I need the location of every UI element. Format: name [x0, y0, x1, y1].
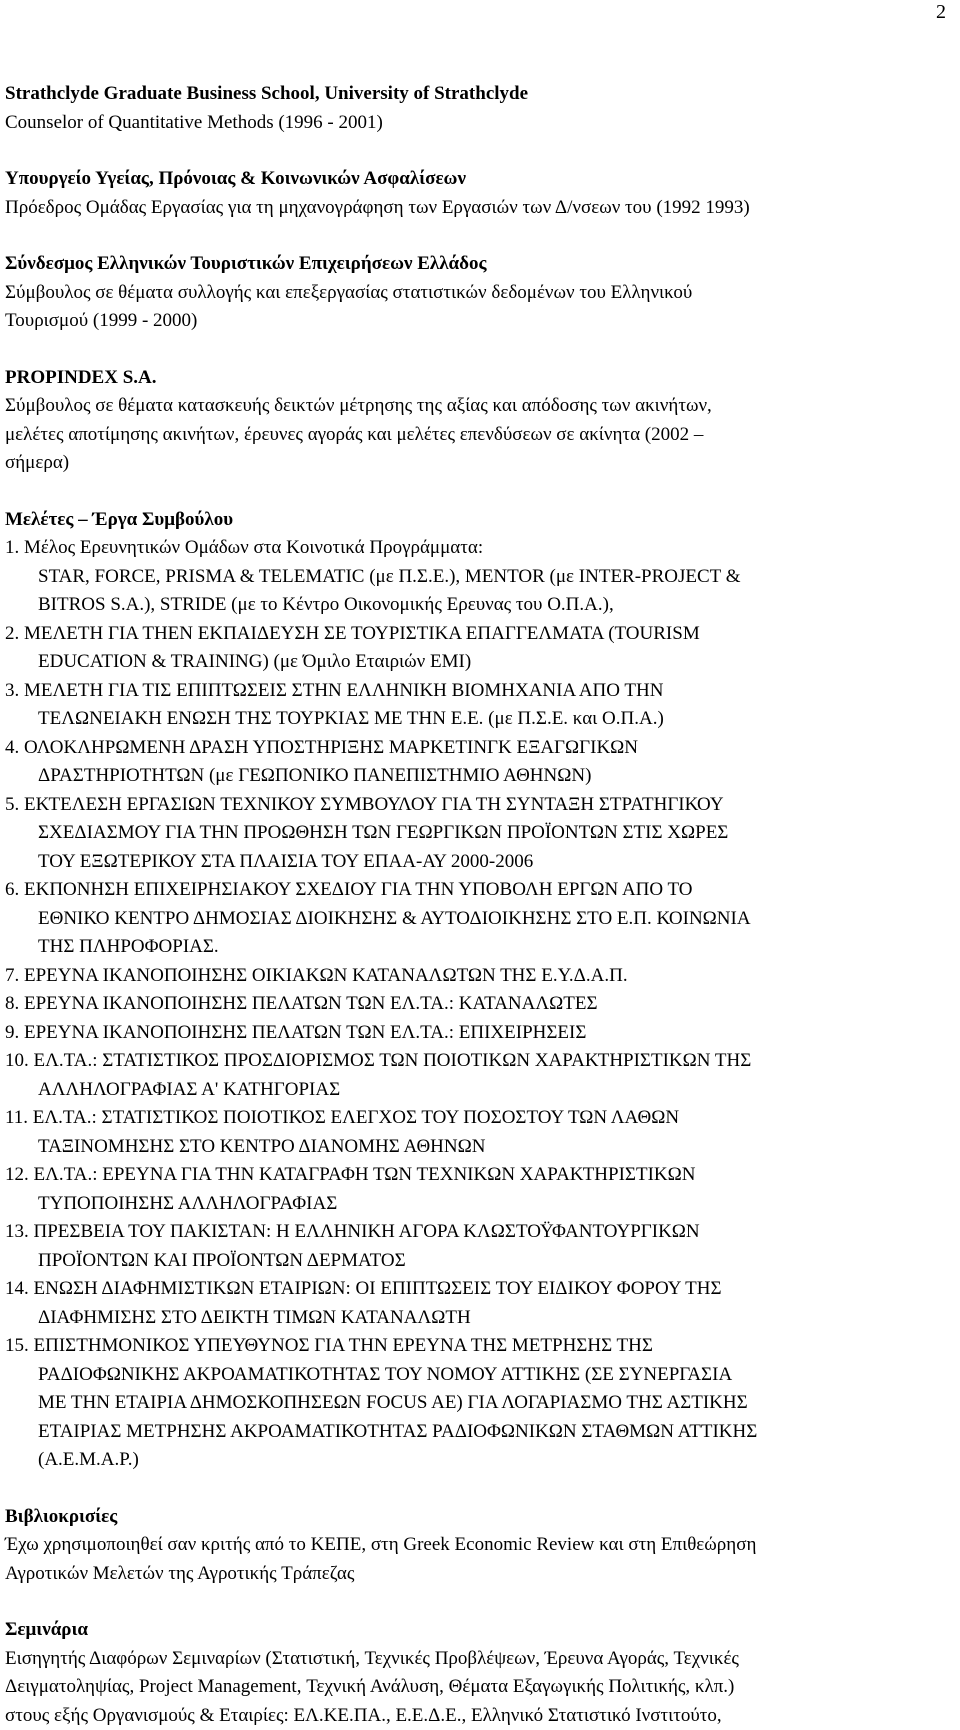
- text-line: Αγροτικών Μελετών της Αγροτικής Τράπεζας: [5, 1560, 935, 1589]
- study-item-continuation: ΤΗΣ ΠΛΗΡΟΦΟΡΙΑΣ.: [5, 933, 935, 962]
- study-item-continuation: ΔΡΑΣΤΗΡΙΟΤΗΤΩΝ (με ΓΕΩΠΟΝΙΚΟ ΠΑΝΕΠΙΣΤΗΜΙΟ ΑΘΗΝΩΝ): [5, 762, 935, 791]
- study-item-title: 5. ΕΚΤΕΛΕΣΗ ΕΡΓΑΣΙΩΝ ΤΕΧΝΙΚΟΥ ΣΥΜΒΟΥΛΟΥ ΓΙΑ ΤΗ ΣΥΝΤΑΞΗ ΣΤΡΑΤΗΓΙΚΟΥ: [5, 791, 935, 820]
- study-item: [5, 990, 935, 1019]
- study-item: [5, 1275, 935, 1332]
- study-item-continuation: ΔΙΑΦΗΜΙΣΗΣ ΣΤΟ ΔΕΙΚΤΗ ΤΙΜΩΝ ΚΑΤΑΝΑΛΩΤΗ: [5, 1304, 935, 1333]
- section-propindex: [5, 364, 935, 478]
- section-reviews: [5, 1503, 935, 1589]
- study-item: [5, 677, 935, 734]
- study-item: [5, 1047, 935, 1104]
- study-item-title: 7. ΕΡΕΥΝΑ ΙΚΑΝΟΠΟΙΗΣΗΣ ΟΙΚΙΑΚΩΝ ΚΑΤΑΝΑΛΩΤΩΝ ΤΗΣ Ε.Υ.Δ.Α.Π.: [5, 962, 935, 991]
- text-line: Δειγματοληψίας, Project Management, Τεχνική Ανάλυση, Θέματα Εξαγωγικής Πολιτικής, κλπ.): [5, 1673, 935, 1702]
- section-strathclyde: [5, 80, 935, 137]
- section-setee: [5, 250, 935, 336]
- role-line: Counselor of Quantitative Methods (1996 - 2001): [5, 109, 935, 138]
- study-item-continuation: ΤΕΛΩΝΕΙΑΚΗ ΕΝΩΣΗ ΤΗΣ ΤΟΥΡΚΙΑΣ ΜΕ ΤΗΝ Ε.Ε. (με Π.Σ.Ε. και Ο.Π.Α.): [5, 705, 935, 734]
- study-item-continuation: ΠΡΟΪΟΝΤΩΝ ΚΑΙ ΠΡΟΪΟΝΤΩΝ ΔΕΡΜΑΤΟΣ: [5, 1247, 935, 1276]
- role-line: Τουρισμού (1999 - 2000): [5, 307, 935, 336]
- study-item-continuation: BITROS S.A.), STRIDE (με το Κέντρο Οικονομικής Ερευνας του Ο.Π.Α.),: [5, 591, 935, 620]
- section-seminars: [5, 1616, 935, 1730]
- study-item-continuation: ΕΤΑΙΡΙΑΣ ΜΕΤΡΗΣΗΣ ΑΚΡΟΑΜΑΤΙΚΟΤΗΤΑΣ ΡΑΔΙΟΦΩΝΙΚΩΝ ΣΤΑΘΜΩΝ ΑΤΤΙΚΗΣ: [5, 1418, 935, 1447]
- study-item-continuation: ΕΘΝΙΚΟ ΚΕΝΤΡΟ ΔΗΜΟΣΙΑΣ ΔΙΟΙΚΗΣΗΣ & ΑΥΤΟΔΙΟΙΚΗΣΗΣ ΣΤΟ Ε.Π. ΚΟΙΝΩΝΙΑ: [5, 905, 935, 934]
- studies-list: [5, 534, 935, 1475]
- org-title: Σύνδεσμος Ελληνικών Τουριστικών Επιχειρήσεων Ελλάδος: [5, 250, 935, 279]
- study-item: [5, 734, 935, 791]
- study-item: [5, 1332, 935, 1475]
- role-line: μελέτες αποτίμησης ακινήτων, έρευνες αγοράς και μελέτες επενδύσεων σε ακίνητα (2002 –: [5, 421, 935, 450]
- study-item-title: 1. Μέλος Ερευνητικών Ομάδων στα Κοινοτικά Προγράμματα:: [5, 534, 935, 563]
- study-item-continuation: ΤΑΞΙΝΟΜΗΣΗΣ ΣΤΟ ΚΕΝΤΡΟ ΔΙΑΝΟΜΗΣ ΑΘΗΝΩΝ: [5, 1133, 935, 1162]
- study-item-title: 8. ΕΡΕΥΝΑ ΙΚΑΝΟΠΟΙΗΣΗΣ ΠΕΛΑΤΩΝ ΤΩΝ ΕΛ.ΤΑ.: ΚΑΤΑΝΑΛΩΤΕΣ: [5, 990, 935, 1019]
- study-item: [5, 1019, 935, 1048]
- study-item: [5, 1161, 935, 1218]
- study-item-title: 14. ΕΝΩΣΗ ΔΙΑΦΗΜΙΣΤΙΚΩΝ ΕΤΑΙΡΙΩΝ: ΟΙ ΕΠΙΠΤΩΣΕΙΣ ΤΟΥ ΕΙΔΙΚΟΥ ΦΟΡΟΥ ΤΗΣ: [5, 1275, 935, 1304]
- role-line: Σύμβουλος σε θέματα κατασκευής δεικτών μέτρησης της αξίας και απόδοσης των ακινήτων,: [5, 392, 935, 421]
- org-title: PROPINDEX S.A.: [5, 364, 935, 393]
- study-item-continuation: ΤΟΥ ΕΞΩΤΕΡΙΚΟΥ ΣΤΑ ΠΛΑΙΣΙΑ ΤΟΥ ΕΠΑΑ-ΑΥ 2000-2006: [5, 848, 935, 877]
- study-item: [5, 876, 935, 962]
- study-item-title: 11. ΕΛ.ΤΑ.: ΣΤΑΤΙΣΤΙΚΟΣ ΠΟΙΟΤΙΚΟΣ ΕΛΕΓΧΟΣ ΤΟΥ ΠΟΣΟΣΤΟΥ ΤΩΝ ΛΑΘΩΝ: [5, 1104, 935, 1133]
- study-item-title: 12. ΕΛ.ΤΑ.: ΕΡΕΥΝΑ ΓΙΑ ΤΗΝ ΚΑΤΑΓΡΑΦΗ ΤΩΝ ΤΕΧΝΙΚΩΝ ΧΑΡΑΚΤΗΡΙΣΤΙΚΩΝ: [5, 1161, 935, 1190]
- study-item: [5, 962, 935, 991]
- study-item-continuation: (Α.Ε.Μ.Α.Ρ.): [5, 1446, 935, 1475]
- study-item-continuation: ΣΧΕΔΙΑΣΜΟΥ ΓΙΑ ΤΗΝ ΠΡΟΩΘΗΣΗ ΤΩΝ ΓΕΩΡΓΙΚΩΝ ΠΡΟΪΟΝΤΩΝ ΣΤΙΣ ΧΩΡΕΣ: [5, 819, 935, 848]
- section-studies: [5, 506, 935, 1475]
- org-title: Υπουργείο Υγείας, Πρόνοιας & Κοινωνικών Ασφαλίσεων: [5, 165, 935, 194]
- org-title: Strathclyde Graduate Business School, University of Strathclyde: [5, 80, 935, 109]
- study-item-continuation: ΜΕ ΤΗΝ ΕΤΑΙΡΙΑ ΔΗΜΟΣΚΟΠΗΣΕΩΝ FOCUS AE) ΓΙΑ ΛΟΓΑΡΙΑΣΜΟ ΤΗΣ ΑΣΤΙΚΗΣ: [5, 1389, 935, 1418]
- study-item-title: 10. ΕΛ.ΤΑ.: ΣΤΑΤΙΣΤΙΚΟΣ ΠΡΟΣΔΙΟΡΙΣΜΟΣ ΤΩΝ ΠΟΙΟΤΙΚΩΝ ΧΑΡΑΚΤΗΡΙΣΤΙΚΩΝ ΤΗΣ: [5, 1047, 935, 1076]
- study-item-title: 2. ΜΕΛΕΤΗ ΓΙΑ ΤΗΕΝ ΕΚΠΑΙΔΕΥΣΗ ΣΕ ΤΟΥΡΙΣΤΙΚΑ ΕΠΑΓΓΕΛΜΑΤΑ (TOURISM: [5, 620, 935, 649]
- document-body: [5, 80, 935, 1730]
- role-line: σήμερα): [5, 449, 935, 478]
- text-line: στους εξής Οργανισμούς & Εταιρίες: ΕΛ.ΚΕ.ΠΑ., Ε.Ε.Δ.Ε., Ελληνικό Στατιστικό Ινστιτούτο,: [5, 1702, 935, 1730]
- section-ministry: [5, 165, 935, 222]
- section-heading: Βιβλιοκρισίες: [5, 1503, 935, 1532]
- text-line: Έχω χρησιμοποιηθεί σαν κριτής από το ΚΕΠΕ, στη Greek Economic Review και στη Επιθεώρηση: [5, 1531, 935, 1560]
- section-heading: Μελέτες – Έργα Συμβούλου: [5, 506, 935, 535]
- study-item-continuation: ΑΛΛΗΛΟΓΡΑΦΙΑΣ Α' ΚΑΤΗΓΟΡΙΑΣ: [5, 1076, 935, 1105]
- role-line: Σύμβουλος σε θέματα συλλογής και επεξεργασίας στατιστικών δεδομένων του Ελληνικού: [5, 279, 935, 308]
- study-item: [5, 620, 935, 677]
- study-item: [5, 534, 935, 620]
- study-item-continuation: ΡΑΔΙΟΦΩΝΙΚΗΣ ΑΚΡΟΑΜΑΤΙΚΟΤΗΤΑΣ ΤΟΥ ΝΟΜΟΥ ΑΤΤΙΚΗΣ (ΣΕ ΣΥΝΕΡΓΑΣΙΑ: [5, 1361, 935, 1390]
- study-item-continuation: ΤΥΠΟΠΟΙΗΣΗΣ ΑΛΛΗΛΟΓΡΑΦΙΑΣ: [5, 1190, 935, 1219]
- role-line: Πρόεδρος Ομάδας Εργασίας για τη μηχανογράφηση των Εργασιών των Δ/νσεων του (1992 1993): [5, 194, 935, 223]
- study-item-title: 4. ΟΛΟΚΛΗΡΩΜΕΝΗ ΔΡΑΣΗ ΥΠΟΣΤΗΡΙΞΗΣ ΜΑΡΚΕΤΙΝΓΚ ΕΞΑΓΩΓΙΚΩΝ: [5, 734, 935, 763]
- study-item: [5, 791, 935, 877]
- text-line: Εισηγητής Διαφόρων Σεμιναρίων (Στατιστική, Τεχνικές Προβλέψεων, Έρευνα Αγοράς, Τεχνικές: [5, 1645, 935, 1674]
- page-number: 2: [936, 0, 946, 24]
- study-item-title: 13. ΠΡΕΣΒΕΙΑ ΤΟΥ ΠΑΚΙΣΤΑΝ: Η ΕΛΛΗΝΙΚΗ ΑΓΟΡΑ ΚΛΩΣΤΟΫΦΑΝΤΟΥΡΓΙΚΩΝ: [5, 1218, 935, 1247]
- study-item-title: 6. ΕΚΠΟΝΗΣΗ ΕΠΙΧΕΙΡΗΣΙΑΚΟΥ ΣΧΕΔΙΟΥ ΓΙΑ ΤΗΝ ΥΠΟΒΟΛΗ ΕΡΓΩΝ ΑΠΟ ΤΟ: [5, 876, 935, 905]
- study-item: [5, 1218, 935, 1275]
- study-item-title: 9. ΕΡΕΥΝΑ ΙΚΑΝΟΠΟΙΗΣΗΣ ΠΕΛΑΤΩΝ ΤΩΝ ΕΛ.ΤΑ.: ΕΠΙΧΕΙΡΗΣΕΙΣ: [5, 1019, 935, 1048]
- study-item-continuation: STAR, FORCE, PRISMA & TELEMATIC (με Π.Σ.Ε.), MENTOR (με INTER-PROJECT &: [5, 563, 935, 592]
- study-item-title: 3. ΜΕΛΕΤΗ ΓΙΑ ΤΙΣ ΕΠΙΠΤΩΣΕΙΣ ΣΤΗΝ ΕΛΛΗΝΙΚΗ ΒΙΟΜΗΧΑΝΙΑ ΑΠΟ ΤΗΝ: [5, 677, 935, 706]
- study-item: [5, 1104, 935, 1161]
- section-heading: Σεμινάρια: [5, 1616, 935, 1645]
- study-item-title: 15. ΕΠΙΣΤΗΜΟΝΙΚΟΣ ΥΠΕΥΘΥΝΟΣ ΓΙΑ ΤΗΝ ΕΡΕΥΝΑ ΤΗΣ ΜΕΤΡΗΣΗΣ ΤΗΣ: [5, 1332, 935, 1361]
- study-item-continuation: EDUCATION & TRAINING) (με Όμιλο Εταιριών EMI): [5, 648, 935, 677]
